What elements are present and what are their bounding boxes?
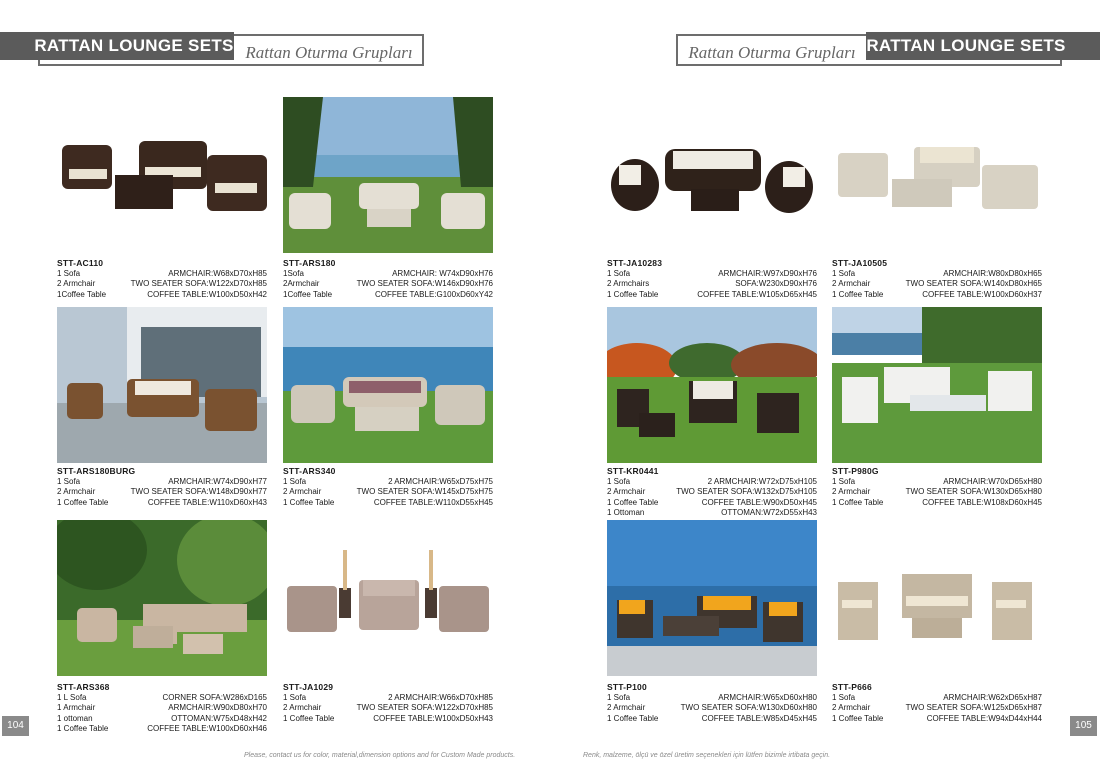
product-spec-stt-p666 — [832, 682, 1042, 724]
spec-row: 2 Armchairs SOFA:W230xD90xH76 — [607, 279, 817, 288]
left-page-title: RATTAN LOUNGE SETS — [34, 32, 234, 60]
page-number-left: 104 — [2, 716, 29, 736]
product-spec-stt-kr0441 — [607, 466, 817, 519]
product-code: STT-P980G — [832, 466, 879, 476]
spec-row: 1Coffee Table COFFEE TABLE:G100xD60xY42 — [283, 289, 493, 299]
spec-row: 1 Sofa ARMCHAIR:W65xD60xH80 — [607, 692, 817, 702]
product-photo-stt-ac110 — [57, 97, 267, 253]
spec-row: 2 Armchair TWO SEATER SOFA:W148xD90xH77 — [57, 487, 267, 496]
spec-row: 1 Coffee Table COFFEE TABLE:W100xD50xH43 — [283, 713, 493, 723]
product-code: STT-JA10283 — [607, 258, 663, 268]
product-code: STT-AC110 — [57, 258, 104, 268]
header-rule-left — [0, 32, 34, 60]
spec-row: 1 Sofa ARMCHAIR:W80xD80xH65 — [832, 268, 1042, 278]
product-code: STT-P100 — [607, 682, 647, 692]
spec-row: 2 Armchair TWO SEATER SOFA:W130xD60xH80 — [607, 703, 817, 712]
footer-note-english: Please, contact us for color, material,dimension options and for Custom Made products. — [244, 752, 516, 759]
spec-row: 1 Coffee Table COFFEE TABLE:W110xD60xH43 — [57, 497, 267, 507]
product-spec-stt-ars180 — [283, 258, 493, 300]
product-photo-stt-p666 — [832, 520, 1042, 676]
spec-row: 1 Sofa 2 ARMCHAIR:W66xD70xH85 — [283, 692, 493, 702]
product-spec-stt-ja1029 — [283, 682, 493, 724]
spec-row: 1 Sofa 2 ARMCHAIR:W72xD75xH105 — [607, 476, 817, 486]
spec-row: 2 Armchair TWO SEATER SOFA:W122xD70xH85 — [283, 703, 493, 712]
spec-row: 1 Sofa ARMCHAIR:W97xD90xH76 — [607, 268, 817, 278]
footer-note-turkish: Renk, malzeme, ölçü ve özel üretim seçenekleri için lütfen bizimle irtibata geçin. — [583, 752, 831, 759]
spec-row: 1 Sofa ARMCHAIR:W62xD65xH87 — [832, 692, 1042, 702]
spec-row: 1Coffee Table COFFEE TABLE:W100xD50xH42 — [57, 289, 267, 299]
spec-row: 1 Coffee Table COFFEE TABLE:W110xD55xH45 — [283, 497, 493, 507]
product-code: STT-P666 — [832, 682, 872, 692]
product-spec-stt-ja10505 — [832, 258, 1042, 300]
product-photo-stt-ja10283 — [607, 97, 817, 253]
product-spec-stt-p980g — [832, 466, 1042, 508]
spec-row: 1 ottoman OTTOMAN:W75xD48xH42 — [57, 713, 267, 723]
spec-row: 2 Armchair TWO SEATER SOFA:W132xD75xH105 — [607, 487, 817, 496]
product-spec-stt-ars368 — [57, 682, 267, 735]
spec-row: 1 Armchair ARMCHAIR:W90xD80xH70 — [57, 703, 267, 712]
product-spec-stt-p100 — [607, 682, 817, 724]
spec-row: 1Sofa ARMCHAIR: W74xD90xH76 — [283, 268, 493, 278]
spec-row: 1 Coffee Table COFFEE TABLE:W85xD45xH45 — [607, 713, 817, 723]
spec-row: 1 Coffee Table COFFEE TABLE:W100xD60xH46 — [57, 724, 267, 733]
spec-row: 2 Armchair TWO SEATER SOFA:W125xD65xH87 — [832, 703, 1042, 712]
right-page-title: RATTAN LOUNGE SETS — [866, 32, 1066, 60]
product-spec-stt-ja10283 — [607, 258, 817, 300]
product-photo-stt-p100 — [607, 520, 817, 676]
product-photo-stt-ars180burg — [57, 307, 267, 463]
product-photo-stt-p980g — [832, 307, 1042, 463]
spec-row: 2 Armchair TWO SEATER SOFA:W130xD65xH80 — [832, 487, 1042, 496]
product-code: STT-ARS368 — [57, 682, 110, 692]
right-page-subtitle: Rattan Oturma Grupları — [688, 43, 856, 62]
spec-row: 1 Sofa ARMCHAIR:W68xD70xH85 — [57, 268, 267, 278]
product-photo-stt-ars368 — [57, 520, 267, 676]
product-code: STT-ARS180BURG — [57, 466, 136, 476]
left-page-subtitle: Rattan Oturma Grupları — [245, 43, 413, 62]
product-spec-stt-ars180burg — [57, 466, 267, 508]
spec-row: 1 Coffee Table COFFEE TABLE:W100xD60xH37 — [832, 289, 1042, 299]
product-photo-stt-ars180 — [283, 97, 493, 253]
spec-row: 1 L Sofa CORNER SOFA:W286xD165 — [57, 692, 267, 702]
product-code: STT-JA10505 — [832, 258, 888, 268]
product-spec-stt-ac110 — [57, 258, 267, 300]
spec-row: 1 Sofa 2 ARMCHAIR:W65xD75xH75 — [283, 476, 493, 486]
spec-row: 1 Sofa ARMCHAIR:W74xD90xH77 — [57, 476, 267, 486]
product-photo-stt-ars340 — [283, 307, 493, 463]
product-photo-stt-ja10505 — [832, 97, 1042, 253]
product-code: STT-KR0441 — [607, 466, 659, 476]
spec-row: 2 Armchair TWO SEATER SOFA:W122xD70xH85 — [57, 279, 267, 288]
spec-row: 1 Coffee Table COFFEE TABLE:W94xD44xH44 — [832, 713, 1042, 723]
header-rule-right — [1066, 32, 1100, 60]
spec-row: 2 Armchair TWO SEATER SOFA:W145xD75xH75 — [283, 487, 493, 496]
page-number-right: 105 — [1070, 716, 1097, 736]
spec-row: 2 Armchair TWO SEATER SOFA:W140xD80xH65 — [832, 279, 1042, 288]
product-spec-stt-ars340 — [283, 466, 493, 508]
spec-row: 2Armchair TWO SEATER SOFA:W146xD90xH76 — [283, 279, 493, 288]
product-photo-stt-kr0441 — [607, 307, 817, 463]
spec-row: 1 Ottoman OTTOMAN:W72xD55xH43 — [607, 508, 817, 517]
product-photo-stt-ja1029 — [283, 520, 493, 676]
spec-row: 1 Coffee Table COFFEE TABLE:W105xD65xH45 — [607, 289, 817, 299]
spec-row: 1 Coffee Table COFFEE TABLE:W90xD50xH45 — [607, 497, 817, 507]
product-code: STT-JA1029 — [283, 682, 334, 692]
spec-row: 1 Sofa ARMCHAIR:W70xD65xH80 — [832, 476, 1042, 486]
spec-row: 1 Coffee Table COFFEE TABLE:W108xD60xH45 — [832, 497, 1042, 507]
product-code: STT-ARS180 — [283, 258, 336, 268]
product-code: STT-ARS340 — [283, 466, 336, 476]
